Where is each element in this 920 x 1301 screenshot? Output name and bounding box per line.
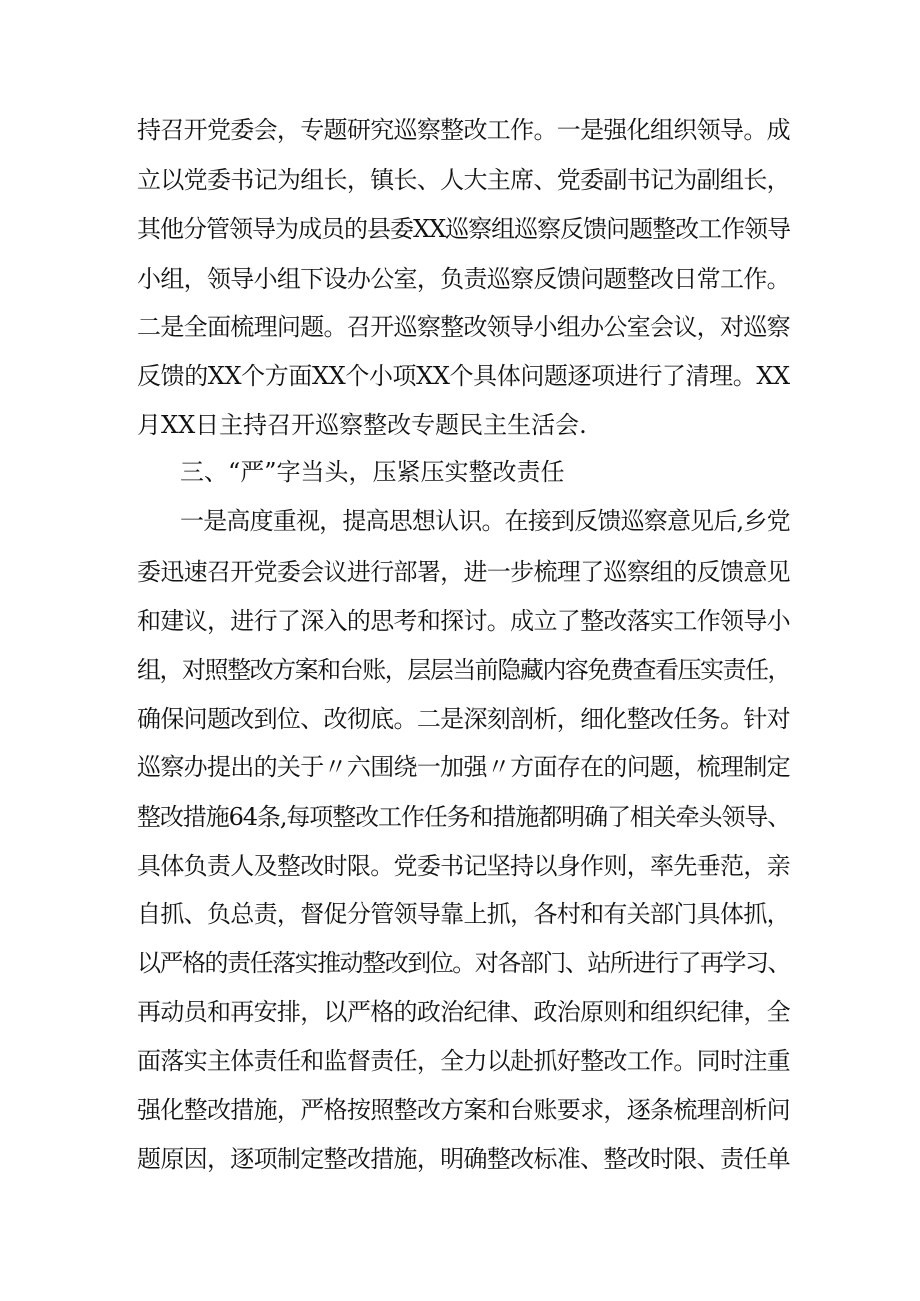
- text-line: 持召开党委会，专题研究巡察整改工作。一是强化组织领导。成: [137, 116, 790, 144]
- text-line: 面落实主体责任和监督责任，全力以赴抓好整改工作。同时注重: [137, 1047, 790, 1075]
- text-line: 题原因，逐项制定整改措施，明确整改标准、整改时限、责任单: [137, 1145, 790, 1173]
- text-line: 立以党委书记为组长，镇长、人大主席、党委副书记为副组长，: [137, 166, 790, 194]
- text-line: 自抓、负总责，督促分管领导靠上抓，各村和有关部门具体抓，: [137, 900, 790, 928]
- text-line: 强化整改措施，严格按照整改方案和台账要求，逐条梳理剖析问: [137, 1096, 790, 1124]
- text-line: 整改措施64条,每项整改工作任务和措施都明确了相关牵头领导、: [137, 803, 791, 831]
- text-line: 二是全面梳理问题。召开巡察整改领导小组办公室会议，对巡察: [137, 313, 790, 341]
- text-line: 月XX日主持召开巡察整改专题民主生活会.: [137, 411, 587, 439]
- text-line: 再动员和再安排，以严格的政治纪律、政治原则和组织纪律，全: [137, 998, 790, 1026]
- paragraph-first-line: 一是高度重视，提高思想认识。在接到反馈巡察意见后,乡党: [180, 507, 790, 535]
- text-line: 具体负责人及整改时限。党委书记坚持以身作则，率先垂范，亲: [137, 852, 790, 880]
- text-line: 组，对照整改方案和台账，层层当前隐藏内容免费查看压实责任，: [137, 656, 791, 684]
- text-line: 以严格的责任落实推动整改到位。对各部门、站所进行了再学习、: [137, 949, 791, 977]
- text-line: 反馈的XX个方面XX个小项XX个具体问题逐项进行了清理。XX: [137, 362, 790, 390]
- text-line: 小组，领导小组下设办公室，负责巡察反馈问题整改日常工作。: [137, 265, 790, 293]
- text-line: 和建议，进行了深入的思考和探讨。成立了整改落实工作领导小: [137, 607, 790, 635]
- section-heading: 三、“严”字当头，压紧压实整改责任: [180, 458, 565, 486]
- text-line: 巡察办提出的关于〃六围绕一加强〃方面存在的问题，梳理制定: [137, 753, 790, 781]
- text-line: 其他分管领导为成员的县委XX巡察组巡察反馈问题整改工作领导: [137, 215, 791, 243]
- text-line: 委迅速召开党委会议进行部署，进一步梳理了巡察组的反馈意见: [137, 558, 790, 586]
- text-line: 确保问题改到位、改彻底。二是深刻剖析，细化整改任务。针对: [137, 705, 790, 733]
